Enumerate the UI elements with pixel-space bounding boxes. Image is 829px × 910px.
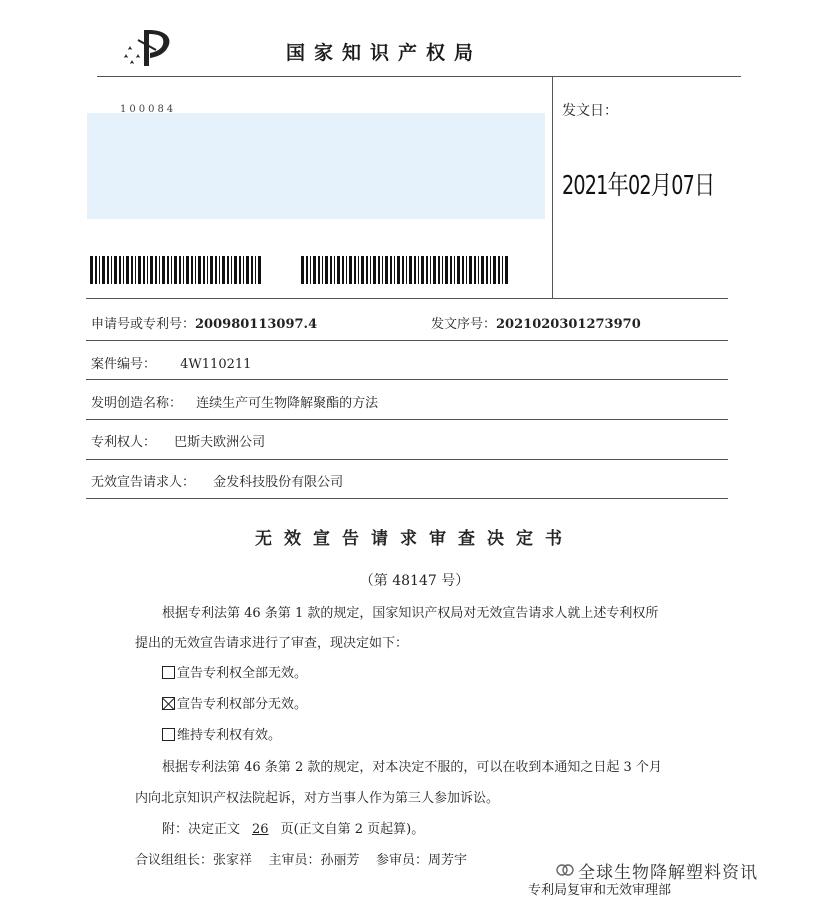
application-number-value: 200980113097.4 bbox=[195, 317, 318, 332]
barcode-bar bbox=[498, 256, 500, 284]
barcode-bar bbox=[358, 256, 359, 284]
barcode-bar bbox=[150, 256, 153, 284]
barcode-bar bbox=[442, 256, 443, 284]
barcode-bar bbox=[469, 256, 472, 284]
barcode-bar bbox=[114, 256, 117, 284]
patentee-value: 巴斯夫欧洲公司 bbox=[174, 435, 266, 450]
barcode-bar bbox=[337, 256, 340, 284]
barcode-bar bbox=[454, 256, 455, 284]
application-number-label: 申请号或专利号： bbox=[91, 317, 196, 332]
barcode-bar bbox=[421, 256, 424, 284]
requester-row bbox=[91, 471, 343, 490]
checkbox-maintain-valid bbox=[162, 728, 175, 741]
option-maintain-valid-label: 维持专利权有效。 bbox=[177, 728, 282, 743]
barcode-bar bbox=[346, 256, 347, 284]
barcode-bar bbox=[306, 256, 308, 284]
barcode-bar bbox=[174, 256, 177, 284]
barcode-bar bbox=[255, 256, 256, 284]
serial-number-label: 发文序号： bbox=[431, 317, 497, 332]
barcode-bar bbox=[243, 256, 244, 284]
serial-number-row bbox=[431, 313, 641, 332]
barcode-bar bbox=[462, 256, 464, 284]
barcode-bar bbox=[397, 256, 400, 284]
barcode-bar bbox=[251, 256, 253, 284]
barcode-bar bbox=[418, 256, 419, 284]
barcode-bar bbox=[258, 256, 261, 284]
attachment-prefix: 附：决定正文 bbox=[162, 822, 241, 837]
info-divider-2 bbox=[86, 340, 728, 341]
barcode-bar bbox=[450, 256, 452, 284]
barcode-bar bbox=[478, 256, 479, 284]
barcode-bar bbox=[95, 256, 97, 284]
attachment-suffix: 页(正文自第 2 页起算)。 bbox=[280, 822, 425, 837]
barcode-bar bbox=[239, 256, 241, 284]
barcode-right bbox=[301, 256, 511, 284]
barcode-bar bbox=[438, 256, 440, 284]
barcode-bar bbox=[301, 256, 304, 284]
office-name: 国家知识产权局 bbox=[286, 42, 483, 64]
barcode-bar bbox=[490, 256, 491, 284]
barcode-bar bbox=[466, 256, 467, 284]
option-invalid-all-label: 宣告专利权全部无效。 bbox=[177, 666, 308, 681]
barcode-bar bbox=[402, 256, 404, 284]
patentee-label: 专利权人： bbox=[91, 435, 157, 450]
barcode-bar bbox=[246, 256, 249, 284]
watermark-text: 全球生物降解塑料资讯 bbox=[578, 863, 758, 883]
barcode-bar bbox=[99, 256, 100, 284]
barcode-bar bbox=[167, 256, 169, 284]
barcode-bar bbox=[426, 256, 428, 284]
para1-line1: 根据专利法第 46 条第 1 款的规定，国家知识产权局对无效宣告请求人就上述专利权所 bbox=[162, 606, 659, 621]
barcode-bar bbox=[394, 256, 395, 284]
barcode-bar bbox=[342, 256, 344, 284]
barcode-bar bbox=[107, 256, 109, 284]
barcode-bar bbox=[183, 256, 184, 284]
barcode-bar bbox=[390, 256, 392, 284]
barcode-bar bbox=[414, 256, 416, 284]
invention-title-value: 连续生产可生物降解聚酯的方法 bbox=[196, 396, 379, 411]
para1-line2: 提出的无效宣告请求进行了审查，现决定如下： bbox=[135, 636, 409, 651]
serial-number-value: 2021020301273970 bbox=[496, 317, 641, 332]
barcode-bar bbox=[147, 256, 148, 284]
requester-value: 金发科技股份有限公司 bbox=[213, 475, 344, 490]
patentee-row bbox=[91, 431, 265, 450]
option-invalid-all bbox=[162, 662, 307, 681]
barcode-bar bbox=[227, 256, 229, 284]
barcode-bar bbox=[102, 256, 105, 284]
barcode-bar bbox=[409, 256, 412, 284]
barcode-bar bbox=[378, 256, 380, 284]
info-divider-4 bbox=[86, 419, 728, 420]
barcode-bar bbox=[385, 256, 388, 284]
checkbox-invalid-partial bbox=[162, 697, 175, 710]
para2-line2: 内向北京知识产权法院起诉，对方当事人作为第三人参加诉讼。 bbox=[135, 791, 500, 806]
panel-members: 合议组组长：张家祥 主审员：孙丽芳 参审员：周芳宇 bbox=[135, 853, 468, 868]
barcode-bar bbox=[493, 256, 496, 284]
issue-date: 2021年02月07日 bbox=[562, 171, 715, 201]
barcode-bar bbox=[195, 256, 196, 284]
barcode-bar bbox=[219, 256, 220, 284]
barcode-bar bbox=[481, 256, 484, 284]
info-divider-5 bbox=[86, 459, 728, 460]
barcode-bar bbox=[406, 256, 407, 284]
barcode-bar bbox=[234, 256, 237, 284]
case-number-row bbox=[91, 353, 251, 372]
barcode-bar bbox=[373, 256, 376, 284]
barcode-bar bbox=[505, 256, 508, 284]
barcode-bar bbox=[486, 256, 488, 284]
decision-number: （第 48147 号） bbox=[359, 573, 470, 589]
barcode-bar bbox=[210, 256, 213, 284]
date-divider bbox=[552, 76, 553, 298]
barcode-bar bbox=[502, 256, 503, 284]
barcode-bar bbox=[171, 256, 172, 284]
barcode-bar bbox=[318, 256, 320, 284]
invention-title-row bbox=[91, 392, 378, 411]
barcode-bar bbox=[334, 256, 335, 284]
barcode-bar bbox=[198, 256, 201, 284]
checkbox-invalid-all bbox=[162, 666, 175, 679]
info-divider-3 bbox=[86, 379, 728, 380]
barcode-bar bbox=[382, 256, 383, 284]
barcode-bar bbox=[90, 256, 93, 284]
barcode-bar bbox=[119, 256, 121, 284]
barcode-bar bbox=[457, 256, 460, 284]
barcode-bar bbox=[207, 256, 208, 284]
case-number-value: 4W110211 bbox=[180, 357, 252, 372]
wechat-channel-icon bbox=[555, 861, 575, 879]
option-invalid-partial bbox=[162, 693, 307, 712]
barcode-bar bbox=[203, 256, 205, 284]
barcode-bar bbox=[222, 256, 225, 284]
barcode-bar bbox=[138, 256, 141, 284]
attachment-pages: 26 bbox=[252, 822, 269, 837]
barcode-bar bbox=[433, 256, 436, 284]
option-maintain-valid bbox=[162, 724, 281, 743]
barcode-bar bbox=[330, 256, 332, 284]
barcode-bar bbox=[310, 256, 311, 284]
requester-label: 无效宣告请求人： bbox=[91, 475, 196, 490]
barcode-bar bbox=[135, 256, 136, 284]
document-title: 无效宣告请求审查决定书 bbox=[255, 529, 574, 549]
barcode-bar bbox=[325, 256, 328, 284]
barcode-bar bbox=[111, 256, 112, 284]
barcode-bar bbox=[231, 256, 232, 284]
barcode-bar bbox=[126, 256, 129, 284]
info-divider-1 bbox=[86, 298, 728, 299]
application-number-row bbox=[91, 313, 317, 332]
barcode-bar bbox=[474, 256, 476, 284]
attachment-line bbox=[162, 818, 424, 837]
barcode-bar bbox=[123, 256, 124, 284]
case-number-label: 案件编号： bbox=[91, 357, 157, 372]
barcode-bar bbox=[159, 256, 160, 284]
barcode-bar bbox=[155, 256, 157, 284]
invention-title-label: 发明创造名称： bbox=[91, 396, 183, 411]
barcode-bar bbox=[186, 256, 189, 284]
barcode-bar bbox=[322, 256, 323, 284]
barcode-bar bbox=[191, 256, 193, 284]
barcode-left bbox=[90, 256, 266, 284]
barcode-bar bbox=[366, 256, 368, 284]
barcode-bar bbox=[131, 256, 133, 284]
barcode-bar bbox=[162, 256, 165, 284]
info-divider-6 bbox=[86, 498, 728, 499]
barcode-bar bbox=[215, 256, 217, 284]
barcode-bar bbox=[445, 256, 448, 284]
option-invalid-partial-label: 宣告专利权部分无效。 bbox=[177, 697, 308, 712]
para2-line1: 根据专利法第 46 条第 2 款的规定，对本决定不服的，可以在收到本通知之日起 3 个月 bbox=[162, 760, 662, 775]
cnipa-logo-icon bbox=[118, 22, 180, 68]
header-divider bbox=[97, 76, 741, 77]
barcode-bar bbox=[354, 256, 356, 284]
barcode-bar bbox=[179, 256, 181, 284]
redacted-postcode: 100084 bbox=[120, 104, 177, 113]
date-label: 发文日： bbox=[562, 103, 618, 119]
barcode-bar bbox=[361, 256, 364, 284]
redacted-address-block bbox=[87, 113, 545, 219]
barcode-bar bbox=[430, 256, 431, 284]
barcode-bar bbox=[143, 256, 145, 284]
footer-department: 专利局复审和无效审理部 bbox=[528, 883, 672, 898]
barcode-bar bbox=[370, 256, 371, 284]
barcode-bar bbox=[313, 256, 316, 284]
barcode-bar bbox=[349, 256, 352, 284]
